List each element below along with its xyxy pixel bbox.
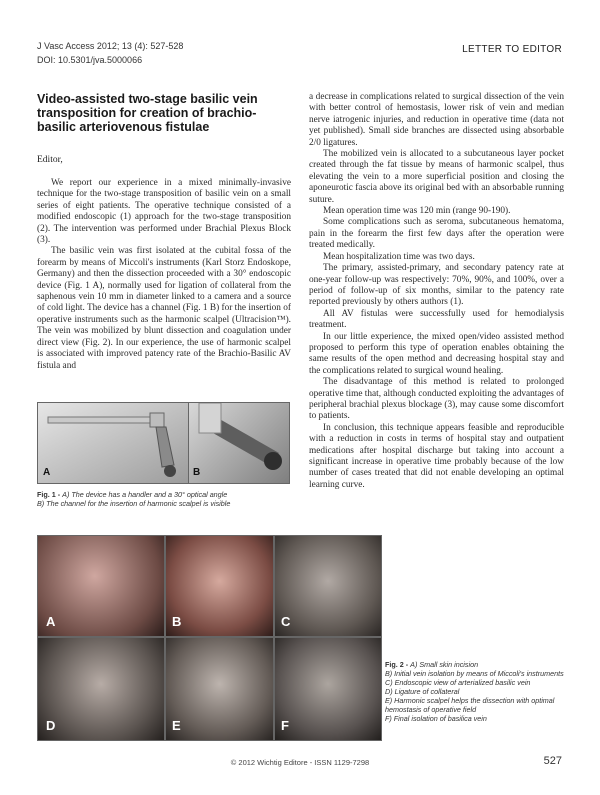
paragraph: The mobilized vein is allocated to a subcutaneous layer pocket created through the fat tissue by means of harmonic scalpel, thus elevating the vein to a more superficial position and closing the aponeurotic fascia above its original bed with an absorbable running suture. bbox=[309, 149, 564, 205]
article-title: Video-assisted two-stage basilic vein transposition for creation of brachio-basilic arteriovenous fistulae bbox=[37, 92, 258, 134]
paragraph: The basilic vein was first isolated at the cubital fossa of the forearm by means of Miccoli's instruments (Karl Storz Endoskope, Germany) and then the dissection proceeded with a 30° endoscopic device (Fig. 1 A), normally used for ligation of collateral from the saphenous vein 10 mm in diameter linked to a camera and a source of cold light. The device has a channel (Fig. 1 B) for the insertion of operative instruments such as the harmonic scalpel (Ultracision™). The vein was mobilized by blunt dissection and coagulation under direct view (Fig. 2). In our experience, the use of harmonic scalpel is associated with improved patency rate of the Brachio-Basilic AV fistula and bbox=[37, 246, 291, 371]
figure-1a-photo bbox=[37, 402, 189, 484]
paragraph: In conclusion, this technique appears feasible and reproducible with a reduction in costs in terms of hospital stay and outpatient medications after hospital discharge but taking into account a significant increase in operative time probably because of the low number of cases treated that did not enable developing an optimal learning curve. bbox=[309, 422, 564, 490]
caption-line: B) The channel for the insertion of harmonic scalpel is visible bbox=[37, 499, 231, 508]
caption-tag: Fig. 1 - bbox=[37, 490, 61, 499]
caption-line: C) Endoscopic view of arterialized basilic vein bbox=[385, 678, 531, 687]
figure-2c-label: C bbox=[281, 614, 291, 629]
figure-1a-label: A bbox=[43, 467, 51, 478]
page-number: 527 bbox=[543, 755, 562, 767]
caption-line: E) Harmonic scalpel helps the dissection with optimal hemostasis of operative field bbox=[385, 696, 555, 714]
caption-line: B) Initial vein isolation by means of Miccoli's instruments bbox=[385, 669, 564, 678]
figure-1b-label: B bbox=[193, 467, 201, 478]
caption-line: A) The device has a handler and a 30° optical angle bbox=[62, 490, 228, 499]
figure-2b-label: B bbox=[172, 614, 182, 629]
paragraph: In our little experience, the mixed open/video assisted method proposed to perform this type of operation enables obtaining the same results of the open method and decreasing hospital stay and the complications related to surgical wound healing. bbox=[309, 331, 564, 376]
paragraph: All AV fistulas were successfully used for hemodialysis treatment. bbox=[309, 308, 564, 331]
figure-2e-label: E bbox=[172, 718, 181, 733]
figure-2d-photo bbox=[37, 637, 165, 741]
figure-2c-photo bbox=[274, 535, 382, 637]
paragraph: The primary, assisted-primary, and secondary patency rate at one-year follow-up was respectively: 70%, 90%, and 100%, over a period of follow-up of six months, similar to the patency rate reported previously by others authors (1). bbox=[309, 263, 564, 308]
column-right bbox=[309, 92, 564, 491]
figure-2f-photo bbox=[274, 637, 382, 741]
footer-copyright: © 2012 Wichtig Editore - ISSN 1129-7298 bbox=[230, 758, 370, 767]
figure-2b-photo bbox=[165, 535, 274, 637]
doi: DOI: 10.5301/jva.5000066 bbox=[37, 55, 143, 65]
endoscope-device-image bbox=[38, 403, 188, 483]
figure-1b-photo bbox=[188, 402, 290, 484]
figure-2f-label: F bbox=[281, 718, 289, 733]
figure-2d-label: D bbox=[46, 718, 56, 733]
salutation: Editor, bbox=[37, 155, 63, 165]
caption-tag: Fig. 2 - bbox=[385, 660, 409, 669]
channel-closeup-image bbox=[189, 403, 289, 483]
caption-line: A) Small skin incision bbox=[410, 660, 479, 669]
paragraph: We report our experience in a mixed minimally-invasive technique for the two-stage transposition of basilic vein on a small series of eight patients. The operative technique consisted of a modified endoscopic (1) approach for the two-stage transposition (2). The intervention was performed under Brachial Plexus Block (3). bbox=[37, 178, 291, 246]
column-left bbox=[37, 178, 291, 372]
paragraph: Mean hospitalization time was two days. bbox=[323, 251, 475, 262]
figure-2a-photo bbox=[37, 535, 165, 637]
caption-line: F) Final isolation of basilica vein bbox=[385, 714, 487, 723]
figure-1-caption bbox=[37, 490, 293, 508]
caption-line: D) Ligature of collateral bbox=[385, 687, 460, 696]
figure-2a-label: A bbox=[46, 614, 56, 629]
paragraph: a decrease in complications related to surgical dissection of the vein with better control of hemostasis, lower risk of vein and median nerve iatrogenic injuries, and reduction in operative time (data not yet published). Small side branches are dissected using absorbable 2/0 ligatures. bbox=[309, 92, 564, 148]
paragraph: The disadvantage of this method is related to prolonged operative time that, although conducted exploiting the advantages of peripheral brachial plexus blockage (3), may cause some discomfort to patients. bbox=[309, 377, 564, 422]
paragraph: Mean operation time was 120 min (range 90-190). bbox=[323, 206, 511, 217]
figure-2-caption bbox=[385, 660, 565, 723]
section-label: LETTER TO EDITOR bbox=[462, 44, 562, 55]
citation: J Vasc Access 2012; 13 (4): 527-528 bbox=[37, 41, 184, 51]
paragraph: Some complications such as seroma, subcutaneous hematoma, pain in the forearm the first few days after the operation were treated medically. bbox=[309, 217, 564, 251]
figure-2e-photo bbox=[165, 637, 274, 741]
